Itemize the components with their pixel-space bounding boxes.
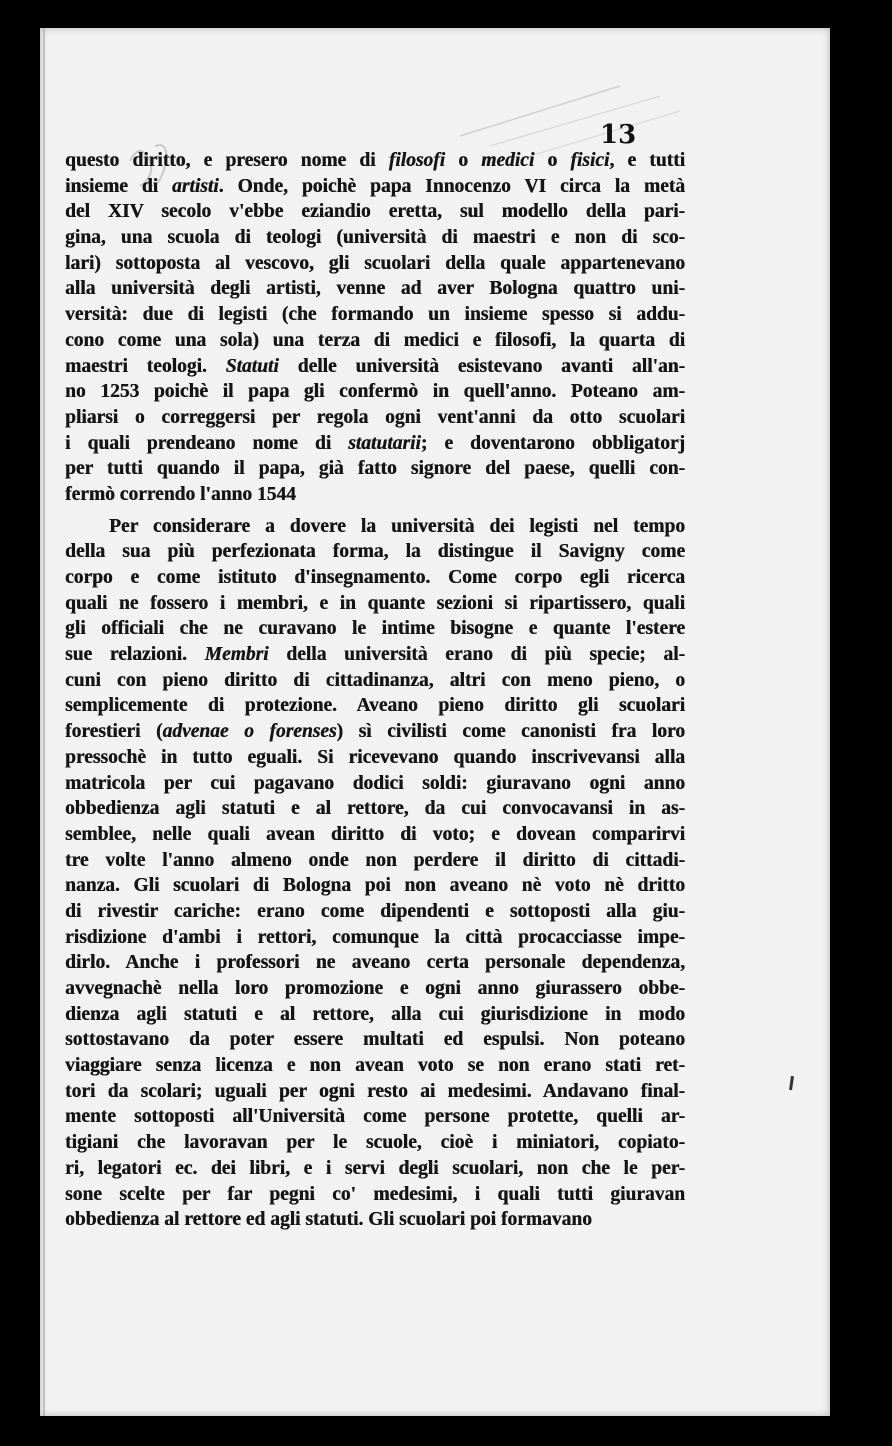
text-line: alla università degli artisti, venne ad aver Bologna quattro uni- [65, 278, 685, 300]
body-text [65, 148, 685, 1233]
text-line: fermò correndo l'anno 1544 [65, 483, 296, 505]
text-line: corpo e come istituto d'insegnamento. Come corpo egli ricerca [65, 567, 685, 588]
text-line: gli officiali che ne curavano le intime bisogne e quante l'estere [65, 618, 685, 640]
margin-mark [789, 1076, 794, 1090]
text-line: cono come una sola) una terza di medici e filosofi, la quarta di [65, 329, 685, 351]
text-line: tigiani che lavoravan per le scuole, cioè i miniatori, copiato- [65, 1132, 685, 1154]
text-line: del XIV secolo v'ebbe eziandio eretta, sul modello della pari- [65, 201, 685, 223]
text-line: pressochè in tutto eguali. Si ricevevano quando inscrivevansi alla [65, 746, 685, 768]
text-line: mente sottoposti all'Università come persone protette, quelli ar- [65, 1106, 685, 1128]
text-line: semblee, nelle quali avean diritto di voto; e dovean comparirvi [65, 823, 685, 845]
text-line: semplicemente di protezione. Aveano pieno diritto gli scuolari [65, 695, 685, 717]
text-line: sottostavano da poter essere multati ed espulsi. Non poteano [65, 1029, 685, 1051]
text-line: tre volte l'anno almeno onde non perdere il diritto di cittadi- [65, 849, 685, 871]
text-line: questo diritto, e presero nome di filosofi o medici o fisici, e tutti [65, 150, 685, 171]
text-line: cuni con pieno diritto di cittadinanza, altri con meno pieno, o [65, 669, 685, 691]
text-line: per tutti quando il papa, già fatto signore del paese, quelli con- [65, 458, 685, 480]
text-line: obbedienza agli statuti e al rettore, da cui convocavansi in as- [65, 798, 685, 820]
text-line: quali ne fossero i membri, e in quante sezioni si ripartissero, quali [65, 592, 685, 614]
text-line: matricola per cui pagavano dodici soldi: giuravano ogni anno [65, 772, 685, 794]
italic-term: filosofi [388, 150, 446, 171]
text-line: sue relazioni. Membri della università erano di più specie; al- [65, 644, 686, 666]
text-line: no 1253 poichè il papa gli confermò in quell'anno. Poteano am- [65, 381, 685, 403]
italic-term: advenae o forenses [162, 721, 337, 743]
text-line: obbedienza al rettore ed agli statuti. Gli scuolari poi formavano [65, 1209, 592, 1231]
text-line: pliarsi o correggersi per regola ogni vent'anni da otto scuolari [65, 406, 685, 428]
paragraph [65, 148, 685, 508]
text-line: lari) sottoposta al vescovo, gli scuolari della quale appartenevano [65, 252, 685, 274]
text-line: maestri teologi. Statuti delle università esistevano avanti all'an- [65, 355, 686, 377]
text-line: ri, legatori ec. dei libri, e i servi degli scuolari, non che le per- [65, 1157, 685, 1179]
text-line: avvegnachè nella loro promozione e ogni anno giurassero obbe- [65, 978, 685, 999]
italic-term: fisici [570, 150, 610, 171]
italic-term: statutarii [348, 432, 421, 454]
italic-term: artisti [172, 175, 219, 197]
text-line: della sua più perfezionata forma, la distingue il Savigny come [65, 541, 685, 563]
text-line: Per considerare a dovere la università dei legisti nel tempo [109, 515, 685, 537]
text-line: gina, una scuola di teologi (università di maestri e non di sco- [65, 227, 685, 249]
page-number: 13 [600, 120, 637, 150]
text-line: dienza agli statuti e al rettore, alla cui giurisdizione in modo [65, 1003, 685, 1025]
text-line: versità: due di legisti (che formando un insieme spesso si addu- [65, 304, 685, 326]
italic-term: Statuti [225, 355, 279, 377]
italic-term: Membri [204, 644, 269, 666]
text-line: dirlo. Anche i professori ne aveano certa personale dependenza, [65, 952, 685, 974]
text-line: insieme di artisti. Onde, poichè papa Innocenzo VI circa la metà [65, 175, 685, 197]
text-line: sone scelte per far pegni co' medesimi, i quali tutti giuravan [65, 1183, 685, 1205]
paragraph [65, 514, 685, 1233]
page-edge-line [43, 28, 45, 1416]
text-line: tori da scolari; uguali per ogni resto ai medesimi. Andavano final- [65, 1080, 685, 1102]
paper-page [40, 28, 830, 1416]
text-line: viaggiare senza licenza e non avean voto se non erano stati ret- [65, 1055, 685, 1077]
text-line: di rivestir cariche: erano come dipendenti e sottoposti alla giu- [65, 900, 685, 922]
italic-term: medici [481, 150, 535, 171]
text-line: nanza. Gli scuolari di Bologna poi non aveano nè voto nè dritto [65, 875, 685, 897]
text-line: risdizione d'ambi i rettori, comunque la città procacciasse impe- [65, 926, 685, 948]
text-line: forestieri (advenae o forenses) sì civilisti come canonisti fra loro [65, 721, 685, 743]
text-line: i quali prendeano nome di statutarii; e doventarono obbligatorj [65, 432, 685, 454]
